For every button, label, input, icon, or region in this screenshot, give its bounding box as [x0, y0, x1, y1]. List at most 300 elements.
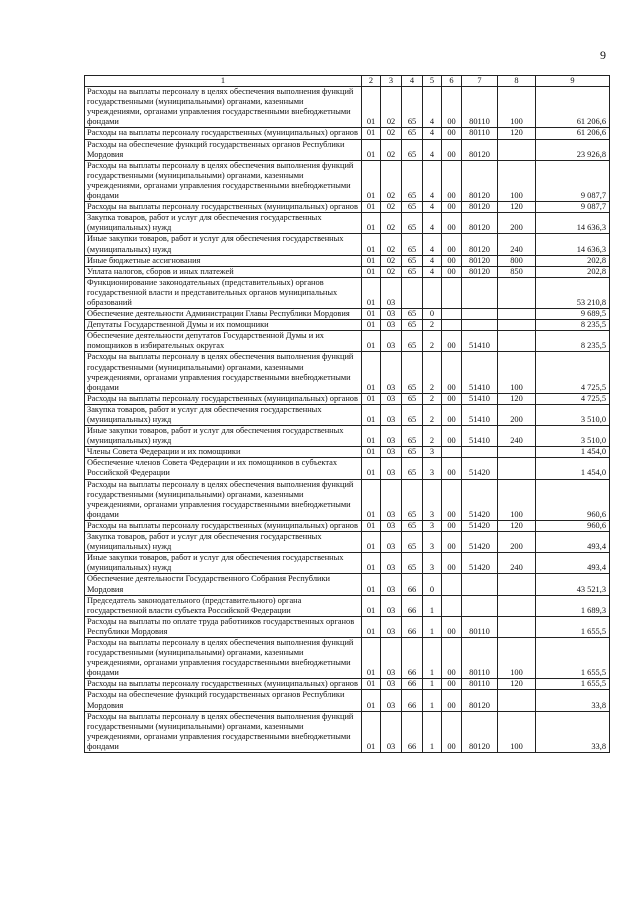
row-name: Расходы на выплаты персоналу в целях обеспечения выполнения функций государственными (муниципальными) органами, казенными учреждениями, органами управления государственными внебюджетными фондами: [85, 160, 362, 201]
code-cell: 03: [381, 331, 402, 352]
code-cell: 0: [423, 309, 442, 320]
code-cell: 1: [423, 637, 442, 678]
code-cell: 00: [442, 393, 462, 404]
code-cell: 01: [362, 595, 381, 616]
code-cell: 66: [402, 595, 423, 616]
amount-cell: 53 210,8: [536, 277, 610, 308]
code-cell: 01: [362, 393, 381, 404]
amount-cell: 4 725,5: [536, 393, 610, 404]
code-cell: 66: [402, 616, 423, 637]
code-cell: 80120: [462, 202, 498, 213]
table-row: [85, 404, 610, 425]
code-cell: [498, 139, 536, 160]
code-cell: 80110: [462, 128, 498, 139]
code-cell: 01: [362, 479, 381, 520]
amount-cell: 493,4: [536, 553, 610, 574]
code-cell: 66: [402, 637, 423, 678]
code-cell: 80110: [462, 637, 498, 678]
row-name: Закупка товаров, работ и услуг для обеспечения государственных (муниципальных) нужд: [85, 213, 362, 234]
code-cell: 51420: [462, 532, 498, 553]
row-name: Расходы на выплаты персоналу государственных (муниципальных) органов: [85, 520, 362, 531]
row-name: Обеспечение деятельности Администрации Главы Республики Мордовия: [85, 309, 362, 320]
code-cell: 01: [362, 553, 381, 574]
amount-cell: 61 206,6: [536, 128, 610, 139]
code-cell: 65: [402, 266, 423, 277]
code-cell: 00: [442, 139, 462, 160]
amount-cell: 8 235,5: [536, 331, 610, 352]
code-cell: 03: [381, 458, 402, 479]
row-name: Расходы на выплаты персоналу в целях обеспечения выполнения функций государственными (муниципальными) органами, казенными учреждениями, органами управления государственными внебюджетными фондами: [85, 352, 362, 393]
code-cell: 03: [381, 309, 402, 320]
code-cell: 01: [362, 520, 381, 531]
row-name: Расходы на выплаты персоналу в целях обеспечения выполнения функций государственными (муниципальными) органами, казенными учреждениями, органами управления государственными внебюджетными фондами: [85, 479, 362, 520]
code-cell: 80120: [462, 711, 498, 752]
code-cell: 65: [402, 393, 423, 404]
amount-cell: 23 926,8: [536, 139, 610, 160]
table-row: [85, 447, 610, 458]
amount-cell: 960,6: [536, 520, 610, 531]
code-cell: 01: [362, 679, 381, 690]
header-cell: 2: [362, 76, 381, 87]
row-name: Обеспечение деятельности депутатов Государственной Думы и их помощников в избирательных округах: [85, 331, 362, 352]
row-name: Расходы на выплаты персоналу в целях обеспечения выполнения функций государственными (муниципальными) органами, казенными учреждениями, органами управления государственными внебюджетными фондами: [85, 637, 362, 678]
code-cell: 65: [402, 447, 423, 458]
code-cell: 00: [442, 690, 462, 711]
header-cell: 7: [462, 76, 498, 87]
code-cell: 66: [402, 679, 423, 690]
table-row: [85, 520, 610, 531]
amount-cell: 14 636,3: [536, 213, 610, 234]
code-cell: 03: [381, 393, 402, 404]
row-name: Расходы на выплаты персоналу в целях обеспечения выполнения функций государственными (муниципальными) органами, казенными учреждениями, органами управления государственными внебюджетными фондами: [85, 87, 362, 128]
table-body: [85, 76, 610, 753]
table-row: [85, 277, 610, 308]
code-cell: [462, 320, 498, 331]
code-cell: 2: [423, 393, 442, 404]
code-cell: 00: [442, 160, 462, 201]
code-cell: 120: [498, 202, 536, 213]
amount-cell: 9 689,5: [536, 309, 610, 320]
code-cell: 03: [381, 520, 402, 531]
row-name: Депутаты Государственной Думы и их помощники: [85, 320, 362, 331]
code-cell: 2: [423, 352, 442, 393]
code-cell: 4: [423, 87, 442, 128]
code-cell: 02: [381, 234, 402, 255]
code-cell: 51410: [462, 426, 498, 447]
row-name: Иные бюджетные ассигнования: [85, 255, 362, 266]
table-row: [85, 595, 610, 616]
row-name: Функционирование законодательных (представительных) органов государственной власти и представительных органов муниципальных образований: [85, 277, 362, 308]
row-name: Расходы на обеспечение функций государственных органов Республики Мордовия: [85, 690, 362, 711]
table-row: [85, 128, 610, 139]
code-cell: 65: [402, 309, 423, 320]
amount-cell: 43 521,3: [536, 574, 610, 595]
table-row: [85, 679, 610, 690]
code-cell: [498, 447, 536, 458]
table-row: [85, 479, 610, 520]
header-cell: 5: [423, 76, 442, 87]
code-cell: 02: [381, 87, 402, 128]
code-cell: 120: [498, 128, 536, 139]
budget-table: [84, 75, 610, 753]
code-cell: 100: [498, 637, 536, 678]
code-cell: 80110: [462, 616, 498, 637]
table-row: [85, 331, 610, 352]
code-cell: 01: [362, 352, 381, 393]
code-cell: 65: [402, 160, 423, 201]
code-cell: 01: [362, 426, 381, 447]
amount-cell: 3 510,0: [536, 426, 610, 447]
code-cell: 4: [423, 160, 442, 201]
code-cell: 00: [442, 255, 462, 266]
amount-cell: 960,6: [536, 479, 610, 520]
row-name: Иные закупки товаров, работ и услуг для обеспечения государственных (муниципальных) нужд: [85, 426, 362, 447]
code-cell: 120: [498, 393, 536, 404]
code-cell: 120: [498, 679, 536, 690]
code-cell: 03: [381, 679, 402, 690]
code-cell: 01: [362, 202, 381, 213]
code-cell: [498, 574, 536, 595]
code-cell: 00: [442, 679, 462, 690]
code-cell: 03: [381, 426, 402, 447]
row-name: Уплата налогов, сборов и иных платежей: [85, 266, 362, 277]
table-row: [85, 87, 610, 128]
code-cell: 240: [498, 234, 536, 255]
code-cell: 66: [402, 711, 423, 752]
code-cell: 01: [362, 532, 381, 553]
table-row: [85, 574, 610, 595]
table-row: [85, 309, 610, 320]
code-cell: 00: [442, 202, 462, 213]
amount-cell: 8 235,5: [536, 320, 610, 331]
amount-cell: 33,8: [536, 690, 610, 711]
amount-cell: 1 655,5: [536, 637, 610, 678]
code-cell: 3: [423, 532, 442, 553]
code-cell: 02: [381, 139, 402, 160]
code-cell: 65: [402, 404, 423, 425]
code-cell: 00: [442, 213, 462, 234]
amount-cell: 33,8: [536, 711, 610, 752]
table-row: [85, 213, 610, 234]
code-cell: 01: [362, 447, 381, 458]
code-cell: [498, 331, 536, 352]
code-cell: 65: [402, 352, 423, 393]
code-cell: 80120: [462, 266, 498, 277]
header-cell: 8: [498, 76, 536, 87]
table-row: [85, 255, 610, 266]
code-cell: 1: [423, 616, 442, 637]
code-cell: [498, 309, 536, 320]
code-cell: 01: [362, 690, 381, 711]
code-cell: [498, 595, 536, 616]
table-row: [85, 553, 610, 574]
code-cell: [442, 320, 462, 331]
code-cell: 01: [362, 331, 381, 352]
code-cell: 01: [362, 637, 381, 678]
code-cell: 800: [498, 255, 536, 266]
code-cell: 65: [402, 331, 423, 352]
code-cell: 2: [423, 331, 442, 352]
code-cell: [498, 458, 536, 479]
code-cell: 01: [362, 404, 381, 425]
code-cell: 100: [498, 479, 536, 520]
amount-cell: 61 206,6: [536, 87, 610, 128]
code-cell: 02: [381, 160, 402, 201]
code-cell: 65: [402, 320, 423, 331]
code-cell: 03: [381, 574, 402, 595]
code-cell: 01: [362, 234, 381, 255]
code-cell: 65: [402, 213, 423, 234]
code-cell: 65: [402, 202, 423, 213]
code-cell: 2: [423, 404, 442, 425]
code-cell: 01: [362, 139, 381, 160]
row-name: Члены Совета Федерации и их помощники: [85, 447, 362, 458]
code-cell: [462, 309, 498, 320]
code-cell: 80120: [462, 139, 498, 160]
code-cell: 01: [362, 320, 381, 331]
code-cell: [402, 277, 423, 308]
code-cell: [423, 277, 442, 308]
code-cell: 65: [402, 87, 423, 128]
amount-cell: 4 725,5: [536, 352, 610, 393]
code-cell: 02: [381, 213, 402, 234]
code-cell: 00: [442, 128, 462, 139]
code-cell: 66: [402, 574, 423, 595]
row-name: Расходы на выплаты персоналу государственных (муниципальных) органов: [85, 393, 362, 404]
code-cell: 3: [423, 447, 442, 458]
code-cell: [498, 320, 536, 331]
code-cell: 00: [442, 234, 462, 255]
code-cell: 65: [402, 139, 423, 160]
header-cell: 3: [381, 76, 402, 87]
row-name: Иные закупки товаров, работ и услуг для обеспечения государственных (муниципальных) нужд: [85, 553, 362, 574]
code-cell: 65: [402, 458, 423, 479]
code-cell: 03: [381, 320, 402, 331]
code-cell: [498, 277, 536, 308]
table-row: [85, 393, 610, 404]
code-cell: [442, 309, 462, 320]
code-cell: 3: [423, 479, 442, 520]
row-name: Обеспечение членов Совета Федерации и их помощников в субъектах Российской Федерации: [85, 458, 362, 479]
table-row: [85, 234, 610, 255]
row-name: Председатель законодательного (представительного) органа государственной власти субъекта Российской Федерации: [85, 595, 362, 616]
code-cell: 65: [402, 479, 423, 520]
amount-cell: 3 510,0: [536, 404, 610, 425]
code-cell: 4: [423, 255, 442, 266]
code-cell: 03: [381, 447, 402, 458]
code-cell: 00: [442, 404, 462, 425]
code-cell: 80110: [462, 87, 498, 128]
code-cell: 00: [442, 352, 462, 393]
code-cell: 4: [423, 128, 442, 139]
table-row: [85, 532, 610, 553]
code-cell: [442, 595, 462, 616]
code-cell: 1: [423, 711, 442, 752]
code-cell: [462, 574, 498, 595]
code-cell: 01: [362, 213, 381, 234]
code-cell: 01: [362, 266, 381, 277]
code-cell: 100: [498, 87, 536, 128]
code-cell: 2: [423, 426, 442, 447]
code-cell: [462, 595, 498, 616]
table-row: [85, 458, 610, 479]
code-cell: [462, 277, 498, 308]
code-cell: 65: [402, 532, 423, 553]
row-name: Расходы на обеспечение функций государственных органов Республики Мордовия: [85, 139, 362, 160]
amount-cell: 1 454,0: [536, 458, 610, 479]
page-number: 9: [600, 48, 606, 62]
code-cell: 80110: [462, 679, 498, 690]
code-cell: 00: [442, 711, 462, 752]
code-cell: 51410: [462, 352, 498, 393]
code-cell: 4: [423, 213, 442, 234]
code-cell: 03: [381, 553, 402, 574]
code-cell: 0: [423, 574, 442, 595]
code-cell: 4: [423, 202, 442, 213]
code-cell: 200: [498, 213, 536, 234]
code-cell: 01: [362, 160, 381, 201]
amount-cell: 1 655,5: [536, 679, 610, 690]
code-cell: 1: [423, 679, 442, 690]
row-name: Обеспечение деятельности Государственного Собрания Республики Мордовия: [85, 574, 362, 595]
header-cell: 9: [536, 76, 610, 87]
code-cell: 03: [381, 616, 402, 637]
code-cell: [442, 447, 462, 458]
amount-cell: 1 454,0: [536, 447, 610, 458]
table-row: [85, 352, 610, 393]
code-cell: 01: [362, 128, 381, 139]
code-cell: 00: [442, 637, 462, 678]
code-cell: 3: [423, 520, 442, 531]
code-cell: 1: [423, 595, 442, 616]
code-cell: 51420: [462, 553, 498, 574]
row-name: Расходы на выплаты персоналу в целях обеспечения выполнения функций государственными (муниципальными) органами, казенными учреждениями, органами управления государственными внебюджетными фондами: [85, 711, 362, 752]
code-cell: 00: [442, 458, 462, 479]
code-cell: 01: [362, 87, 381, 128]
header-cell: 4: [402, 76, 423, 87]
code-cell: 100: [498, 352, 536, 393]
code-cell: 80120: [462, 160, 498, 201]
code-cell: 03: [381, 532, 402, 553]
code-cell: 00: [442, 266, 462, 277]
code-cell: 51420: [462, 520, 498, 531]
code-cell: 200: [498, 532, 536, 553]
code-cell: 02: [381, 266, 402, 277]
code-cell: 00: [442, 553, 462, 574]
amount-cell: 1 655,5: [536, 616, 610, 637]
code-cell: 65: [402, 520, 423, 531]
code-cell: 01: [362, 255, 381, 266]
code-cell: 65: [402, 426, 423, 447]
code-cell: 03: [381, 690, 402, 711]
code-cell: 240: [498, 553, 536, 574]
code-cell: 01: [362, 277, 381, 308]
table-row: [85, 160, 610, 201]
header-cell: 6: [442, 76, 462, 87]
code-cell: 80120: [462, 690, 498, 711]
code-cell: 51410: [462, 393, 498, 404]
code-cell: 65: [402, 255, 423, 266]
code-cell: 200: [498, 404, 536, 425]
row-name: Закупка товаров, работ и услуг для обеспечения государственных (муниципальных) нужд: [85, 532, 362, 553]
row-name: Расходы на выплаты персоналу государственных (муниципальных) органов: [85, 128, 362, 139]
code-cell: 100: [498, 160, 536, 201]
code-cell: [442, 574, 462, 595]
table-row: [85, 616, 610, 637]
code-cell: 00: [442, 479, 462, 520]
code-cell: 120: [498, 520, 536, 531]
code-cell: 4: [423, 234, 442, 255]
row-name: Расходы на выплаты персоналу государственных (муниципальных) органов: [85, 679, 362, 690]
table-row: [85, 426, 610, 447]
table-row: [85, 266, 610, 277]
code-cell: 3: [423, 553, 442, 574]
code-cell: 01: [362, 711, 381, 752]
code-cell: 02: [381, 202, 402, 213]
code-cell: 03: [381, 711, 402, 752]
code-cell: 01: [362, 616, 381, 637]
amount-cell: 1 689,3: [536, 595, 610, 616]
code-cell: 80120: [462, 234, 498, 255]
code-cell: 80120: [462, 255, 498, 266]
code-cell: 03: [381, 277, 402, 308]
code-cell: 02: [381, 255, 402, 266]
code-cell: [462, 447, 498, 458]
amount-cell: 202,8: [536, 266, 610, 277]
code-cell: 240: [498, 426, 536, 447]
code-cell: 51410: [462, 331, 498, 352]
code-cell: [498, 690, 536, 711]
amount-cell: 493,4: [536, 532, 610, 553]
table-row: [85, 139, 610, 160]
table-row: [85, 711, 610, 752]
code-cell: 4: [423, 266, 442, 277]
code-cell: 01: [362, 574, 381, 595]
code-cell: 03: [381, 404, 402, 425]
header-cell: 1: [85, 76, 362, 87]
code-cell: 65: [402, 234, 423, 255]
code-cell: 00: [442, 616, 462, 637]
code-cell: 3: [423, 458, 442, 479]
code-cell: 1: [423, 690, 442, 711]
code-cell: 01: [362, 309, 381, 320]
row-name: Иные закупки товаров, работ и услуг для обеспечения государственных (муниципальных) нужд: [85, 234, 362, 255]
row-name: Закупка товаров, работ и услуг для обеспечения государственных (муниципальных) нужд: [85, 404, 362, 425]
table-row: [85, 202, 610, 213]
code-cell: 00: [442, 520, 462, 531]
code-cell: 51410: [462, 404, 498, 425]
amount-cell: 9 087,7: [536, 202, 610, 213]
code-cell: 850: [498, 266, 536, 277]
amount-cell: 14 636,3: [536, 234, 610, 255]
code-cell: 51420: [462, 479, 498, 520]
header-row: [85, 76, 610, 87]
table-row: [85, 320, 610, 331]
table-row: [85, 637, 610, 678]
row-name: Расходы на выплаты по оплате труда работников государственных органов Республики Мордовия: [85, 616, 362, 637]
code-cell: 01: [362, 458, 381, 479]
code-cell: [498, 616, 536, 637]
code-cell: [442, 277, 462, 308]
code-cell: 100: [498, 711, 536, 752]
code-cell: 03: [381, 637, 402, 678]
code-cell: 4: [423, 139, 442, 160]
code-cell: 51420: [462, 458, 498, 479]
code-cell: 65: [402, 553, 423, 574]
code-cell: 00: [442, 532, 462, 553]
code-cell: 00: [442, 331, 462, 352]
code-cell: 03: [381, 595, 402, 616]
